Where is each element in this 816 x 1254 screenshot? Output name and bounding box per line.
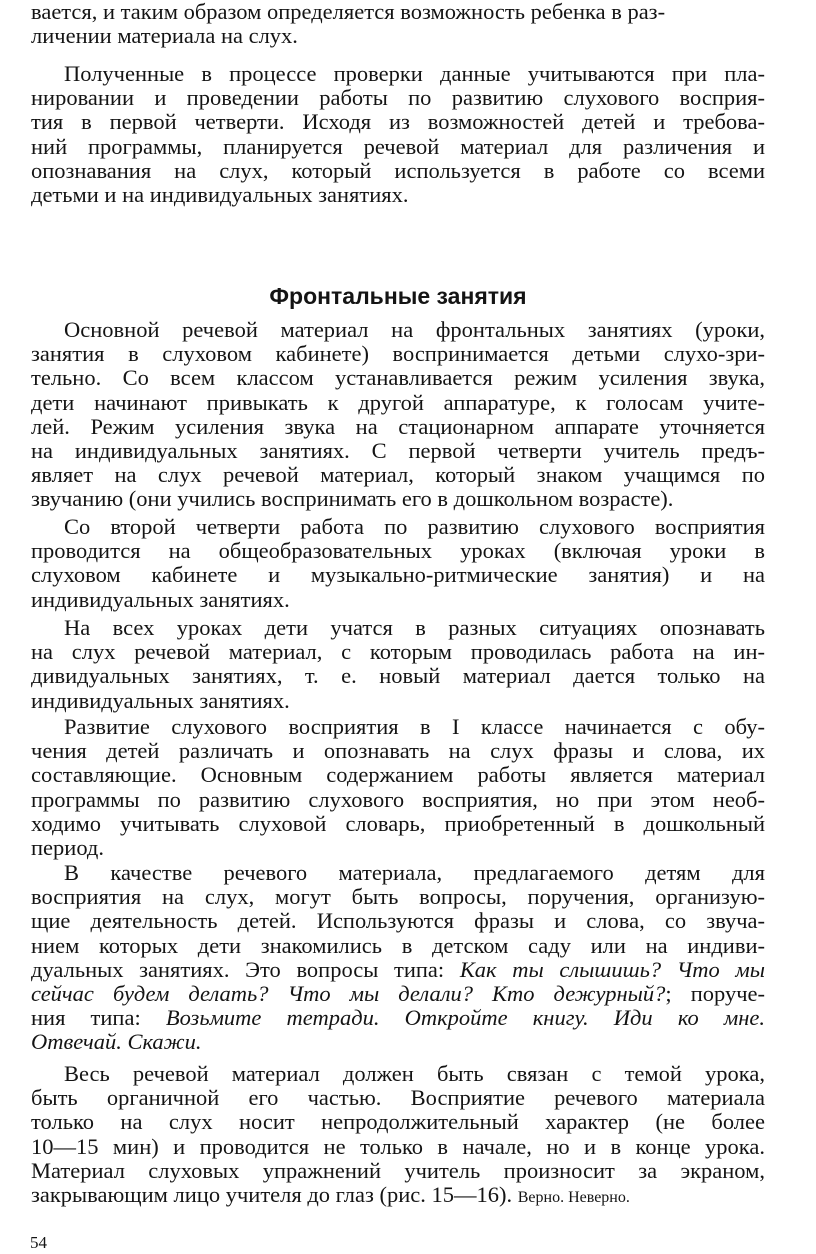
text-line	[31, 982, 765, 1006]
text-line: дивидуальных занятиях, т. е. новый материал дается только на	[31, 663, 765, 689]
text-line: только на слух носит непродолжительный характер (не более	[31, 1109, 765, 1135]
text-line: В качестве речевого материала, предлагаемого детям для	[64, 860, 765, 885]
text-line: индивидуальных занятиях.	[31, 586, 290, 612]
text-line: Материал слуховых упражнений учитель произносит за экраном,	[31, 1157, 765, 1183]
text-line: лей. Режим усиления звука на стационарном аппарате уточняется	[31, 413, 765, 439]
text-line: личении материала на слух.	[31, 23, 298, 49]
text-line: Полученные в процессе проверки данные учитываются при пла-	[64, 61, 765, 86]
text-fragment: закрывающим лицо учителя до глаз (рис. 15—16).	[31, 1181, 513, 1207]
text-line: восприятия на слух, могут быть вопросы, поручения, организую-	[31, 884, 765, 910]
section-heading: Фронтальные занятия	[269, 283, 527, 309]
paragraph-planning	[31, 62, 765, 207]
italic-example: Возьмите тетради. Откройте книгу. Иди ко мне.	[165, 1005, 765, 1031]
text-line: звучанию (они учились воспринимать его в дошкольном возрасте).	[31, 486, 674, 512]
text-line: Со второй четверти работа по развитию слухового восприятия	[64, 514, 765, 539]
text-line: ний программы, планируется речевой материал для различения и	[31, 133, 765, 159]
text-line: тельно. Со всем классом устанавливается режим усиления звука,	[31, 365, 765, 391]
text-line: чения детей различать и опознавать на слух фразы и слова, их	[31, 738, 765, 764]
italic-example: Отвечай. Скажи.	[31, 1029, 202, 1055]
text-line: слуховом кабинете и музыкально-ритмические занятия) и на	[31, 562, 765, 588]
text-fragment: ; поруче-	[665, 980, 765, 1006]
text-line: опознавания на слух, который используется в работе со всеми	[31, 157, 765, 183]
text-line: период.	[31, 834, 104, 860]
page-number: 54	[30, 1233, 47, 1252]
text-line	[31, 1183, 765, 1207]
text-line: на слух речевой материал, с которым проводилась работа на ин-	[31, 639, 765, 665]
text-line: программы по развитию слухового восприятия, но при этом необ-	[31, 786, 765, 812]
text-line: быть органичной его частью. Восприятие речевого материала	[31, 1085, 765, 1111]
text-line: ходимо учитывать слуховой словарь, приобретенный в дошкольный	[31, 810, 765, 836]
text-line: 10—15 мин) и проводится не только в начале, но и в конце урока.	[31, 1133, 765, 1159]
text-line	[31, 1006, 765, 1030]
text-line: Развитие слухового восприятия в I классе начинается с обу-	[64, 714, 765, 739]
paragraph-lesson-topic	[31, 1062, 765, 1207]
text-line: являет на слух речевой материал, который знаком учащимся по	[31, 462, 765, 488]
text-line: Основной речевой материал на фронтальных занятиях (уроки,	[64, 317, 765, 342]
text-line: занятия в слуховом кабинете) воспринимается детьми слухо-зри-	[31, 341, 765, 367]
text-line: нием которых дети знакомились в детском саду или на индиви-	[31, 932, 765, 958]
text-line: вается, и таким образом определяется возможность ребенка в раз-	[31, 0, 666, 24]
text-line: дети начинают привыкать к другой аппаратуре, к голосам учите-	[31, 389, 765, 415]
italic-example: Как ты слышишь? Что мы	[459, 956, 765, 982]
paragraph-frontal-main	[31, 318, 765, 512]
answer-labels: Верно. Неверно.	[517, 1188, 630, 1206]
text-line: проводится на общеобразовательных уроках (включая уроки в	[31, 538, 765, 564]
text-line	[31, 1030, 765, 1054]
text-line: нировании и проведении работы по развитию слухового восприя-	[31, 85, 765, 111]
paragraph-speech-material	[31, 861, 765, 1055]
paragraph-all-lessons	[31, 616, 765, 713]
text-line: детьми и на индивидуальных занятиях.	[31, 181, 409, 207]
text-line: тия в первой четверти. Исходя из возможностей детей и требова-	[31, 109, 765, 135]
text-line: щие деятельность детей. Используются фразы и слова, со звуча-	[31, 908, 765, 934]
paragraph-continuation	[31, 0, 665, 48]
text-fragment: ния типа:	[31, 1005, 166, 1031]
text-line: индивидуальных занятиях.	[31, 687, 290, 713]
italic-example: сейчас будем делать? Что мы делали? Кто дежурный?	[31, 980, 666, 1006]
paragraph-second-quarter	[31, 515, 765, 612]
text-fragment: дуальных занятиях. Это вопросы типа:	[31, 956, 460, 982]
text-line: составляющие. Основным содержанием работы является материал	[31, 762, 765, 788]
text-line	[31, 958, 765, 982]
text-line: На всех уроках дети учатся в разных ситуациях опознавать	[64, 615, 765, 640]
paragraph-first-grade	[31, 715, 765, 860]
text-line: Весь речевой материал должен быть связан с темой урока,	[64, 1061, 765, 1086]
text-line: на индивидуальных занятиях. С первой четверти учитель предъ-	[31, 437, 765, 463]
